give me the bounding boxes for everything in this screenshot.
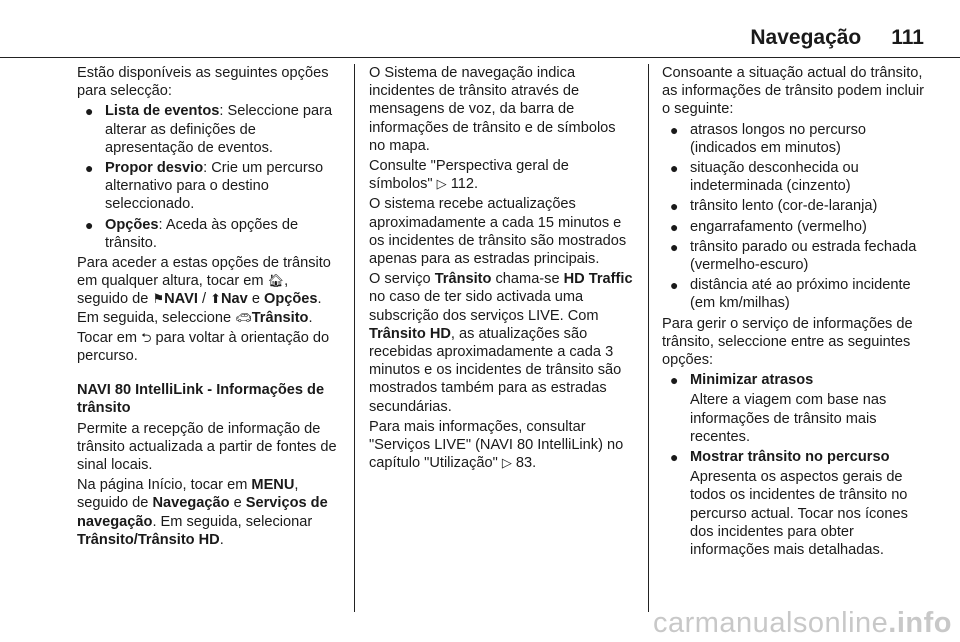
back-arrow-icon: ⮌: [141, 329, 152, 345]
list-item: ● trânsito lento (cor-de-laranja): [670, 198, 878, 215]
col2-paragraph-2: Consulte "Perspectiva geral de símbolos" ▷ 112.: [369, 158, 569, 193]
list-item: ● Opções: Aceda às opções de trânsito.: [85, 216, 299, 251]
list-item: ● situação desconhecida ou indeterminada (cinzento): [670, 160, 859, 195]
col3-options-list: [662, 371, 928, 389]
col3-paragraph-2: Para gerir o serviço de informações de trânsito, seleccione entre as seguintes opções:: [662, 315, 913, 369]
navigation-arrow-icon: ⬆︎: [210, 291, 221, 307]
list-item: ● engarrafamento (vermelho): [670, 218, 867, 235]
home-icon: 🏠︎: [267, 273, 285, 289]
column-1: [77, 64, 343, 612]
page-header: [750, 25, 924, 51]
col2-paragraph-3: O sistema recebe actualizações aproximadamente a cada 15 minutos e os incidentes de trânsito são mostrados apenas para as estradas principais.: [369, 196, 627, 268]
list-item: ● Propor desvio: Crie um percurso alternativo para o destino seleccionado.: [85, 160, 324, 213]
col1-access-paragraph: Para aceder a estas opções de trânsito em qualquer altura, tocar em 🏠︎, seguido de ⚑NAVI / ⬆︎Nav e Opções. Em seguida, seleccione 🚗︎Trânsito.: [77, 255, 331, 326]
col3-intro: Consoante a situação actual do trânsito, as informações de trânsito podem incluir o seguinte:: [662, 65, 925, 118]
col2-paragraph-1: O Sistema de navegação indica incidentes de trânsito através de mensagens de voz, da barra de informações de trânsito e de símbolos no mapa.: [369, 65, 616, 154]
option-description: Apresenta os aspectos gerais de todos os incidentes de trânsito no percurso actual. Tocar nos ícones dos incidentes para obter informações mais detalhadas.: [690, 469, 908, 559]
col1-menu-paragraph: Na página Início, tocar em MENU, seguido de Navegação e Serviços de navegação. Em seguida, selecionar Trânsito/Trânsito HD.: [77, 477, 328, 548]
col1-back-paragraph: Tocar em ⮌ para voltar à orientação do percurso.: [77, 329, 330, 365]
list-item: ● distância até ao próximo incidente (em km/milhas): [670, 277, 911, 312]
col1-description: Permite a recepção de informação de trânsito actualizada a partir de fontes de sinal locais.: [77, 420, 337, 474]
page-number: 111: [891, 26, 924, 49]
col2-paragraph-5: Para mais informações, consultar "Serviços LIVE" (NAVI 80 IntelliLink) no capítulo "Utilização" ▷ 83.: [369, 418, 624, 472]
column-divider-2: [648, 64, 649, 612]
list-item: ● Mostrar trânsito no percurso: [670, 449, 890, 466]
section-heading: NAVI 80 IntelliLink - Informações de trânsito: [77, 382, 325, 417]
traffic-car-icon: 🚗︎: [235, 309, 252, 325]
flag-icon: ⚑: [152, 291, 165, 307]
page-title: Navegação: [750, 26, 862, 49]
col3-traffic-info-list: [662, 121, 928, 313]
list-item: ● trânsito parado ou estrada fechada (vermelho-escuro): [670, 238, 917, 274]
list-item: ● Minimizar atrasos: [670, 372, 814, 389]
col3-options-list-2: [662, 448, 928, 466]
column-2: [369, 64, 635, 612]
watermark: carmanualsonline.info: [652, 607, 952, 639]
option-description: Altere a viagem com base nas informações de trânsito mais recentes.: [690, 392, 887, 445]
header-divider: [0, 57, 960, 58]
column-divider-1: [354, 64, 355, 612]
col1-intro: Estão disponíveis as seguintes opções para selecção:: [77, 65, 329, 100]
col1-options-list: [77, 102, 343, 252]
page-reference-icon: ▷: [501, 455, 512, 471]
list-item: ● Lista de eventos: Seleccione para alterar as definições de apresentação de eventos.: [85, 103, 333, 156]
column-3: [662, 64, 928, 612]
list-item: ● atrasos longos no percurso (indicados em minutos): [670, 121, 867, 156]
col2-paragraph-4: O serviço Trânsito chama-se HD Traffic no caso de ter sido activada uma subscrição dos serviços LIVE. Com Trânsito HD, as atualizações são recebidas aproximadamente a cada 3 minutos e os incidentes de trânsito são mostrados também para as estradas secundárias.: [369, 271, 633, 415]
page-reference-icon: ▷: [436, 176, 447, 192]
